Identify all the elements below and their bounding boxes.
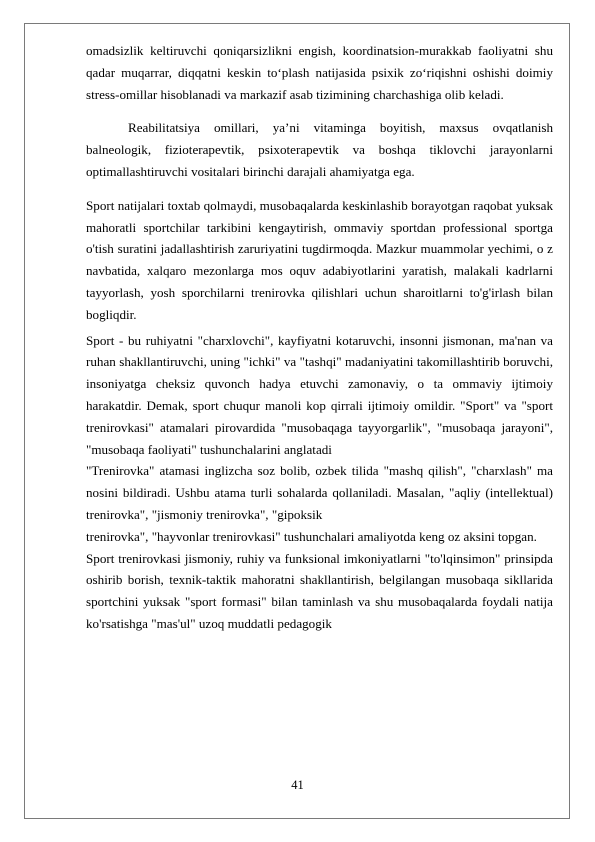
paragraph-5: "Trenirovka" atamasi inglizcha soz bolib, ozbek tilida "mashq qilish", "charxlash" ma nosini bildiradi. Ushbu atama turli sohalarda qollaniladi. Masalan, "aqliy (intellektual) trenirovka", "jismoniy trenirovka", "gipoksik [86,463,553,522]
document-body [86,40,553,635]
paragraph-6: trenirovka", "hayvonlar trenirovkasi" tushunchalari amaliyotda keng oz aksini topgan. [86,528,537,544]
paragraph-1: omadsizlik keltiruvchi qoniqarsizlikni engish, koordinatsion-murakkab faoliyatni shu qadar muqarrar, diqqatni keskin to‘plash natijasida psixik zo‘riqishni oshishi doimiy stress-omillar hisoblanadi va markazif asab tizimining charchashiga olib keladi. [86,43,553,102]
paragraph-2: Reabilitatsiya omillari, ya’ni vitaminga boyitish, maxsus ovqatlanish balneologik, fizioterapevtik, psixoterapevtik va boshqa tiklovchi jarayonlarni optimallashtiruvchi vositalari birinchi darajali ahamiyatga ega. [86,120,553,179]
paragraph-4: Sport - bu ruhiyatni "charxlovchi", kayfiyatni kotaruvchi, insonni jismonan, ma'nan va ruhan shakllantiruvchi, uning "ichki" va "tashqi" madaniyatini takomillashtirib boruvchi, insoniyatga cheksiz quvonch hadya etuvchi zamonaviy, o ta ommaviy ijtimoiy harakatdir. Demak, sport chuqur manoli kop qirrali ijtimoiy omildir. "Sport" va "sport trenirovkasi" atamalari pirovardida "musobaqaga tayyorgarlik", "musobaqa jarayoni", "musobaqa faoliyati" tushunchalarini anglatadi [86,332,553,457]
page-number: 41 [291,778,304,792]
paragraph-7: Sport trenirovkasi jismoniy, ruhiy va funksional imkoniyatlarni "to'lqinsimon" prinsipda oshirib borish, texnik-taktik mahoratni shakllantirish, belgilangan musobaqa sikllarida sportchini yuksak "sport formasi" bilan taminlash va shu musobaqalarda foydali natija ko'rsatishga "mas'ul" uzoq muddatli pedagogik [86,550,553,631]
paragraph-3: Sport natijalari toxtab qolmaydi, musobaqalarda keskinlashib borayotgan raqobat yuksak mahoratli sportchilar tarkibini kengaytirish, ommaviy sportdan professional sportga o'tish suratini jadallashtirish zaruriyatini tugdirmoqda. Mazkur muammolar yechimi, o z navbatida, xalqaro mezonlarga mos oquv adabiyotlarini yaratish, malakali kadrlarni tayyorlash, yosh sporchilarni trenirovka qilishlari uchun sharoitlarni to'g'irlash bilan bogliqdir. [86,197,553,322]
